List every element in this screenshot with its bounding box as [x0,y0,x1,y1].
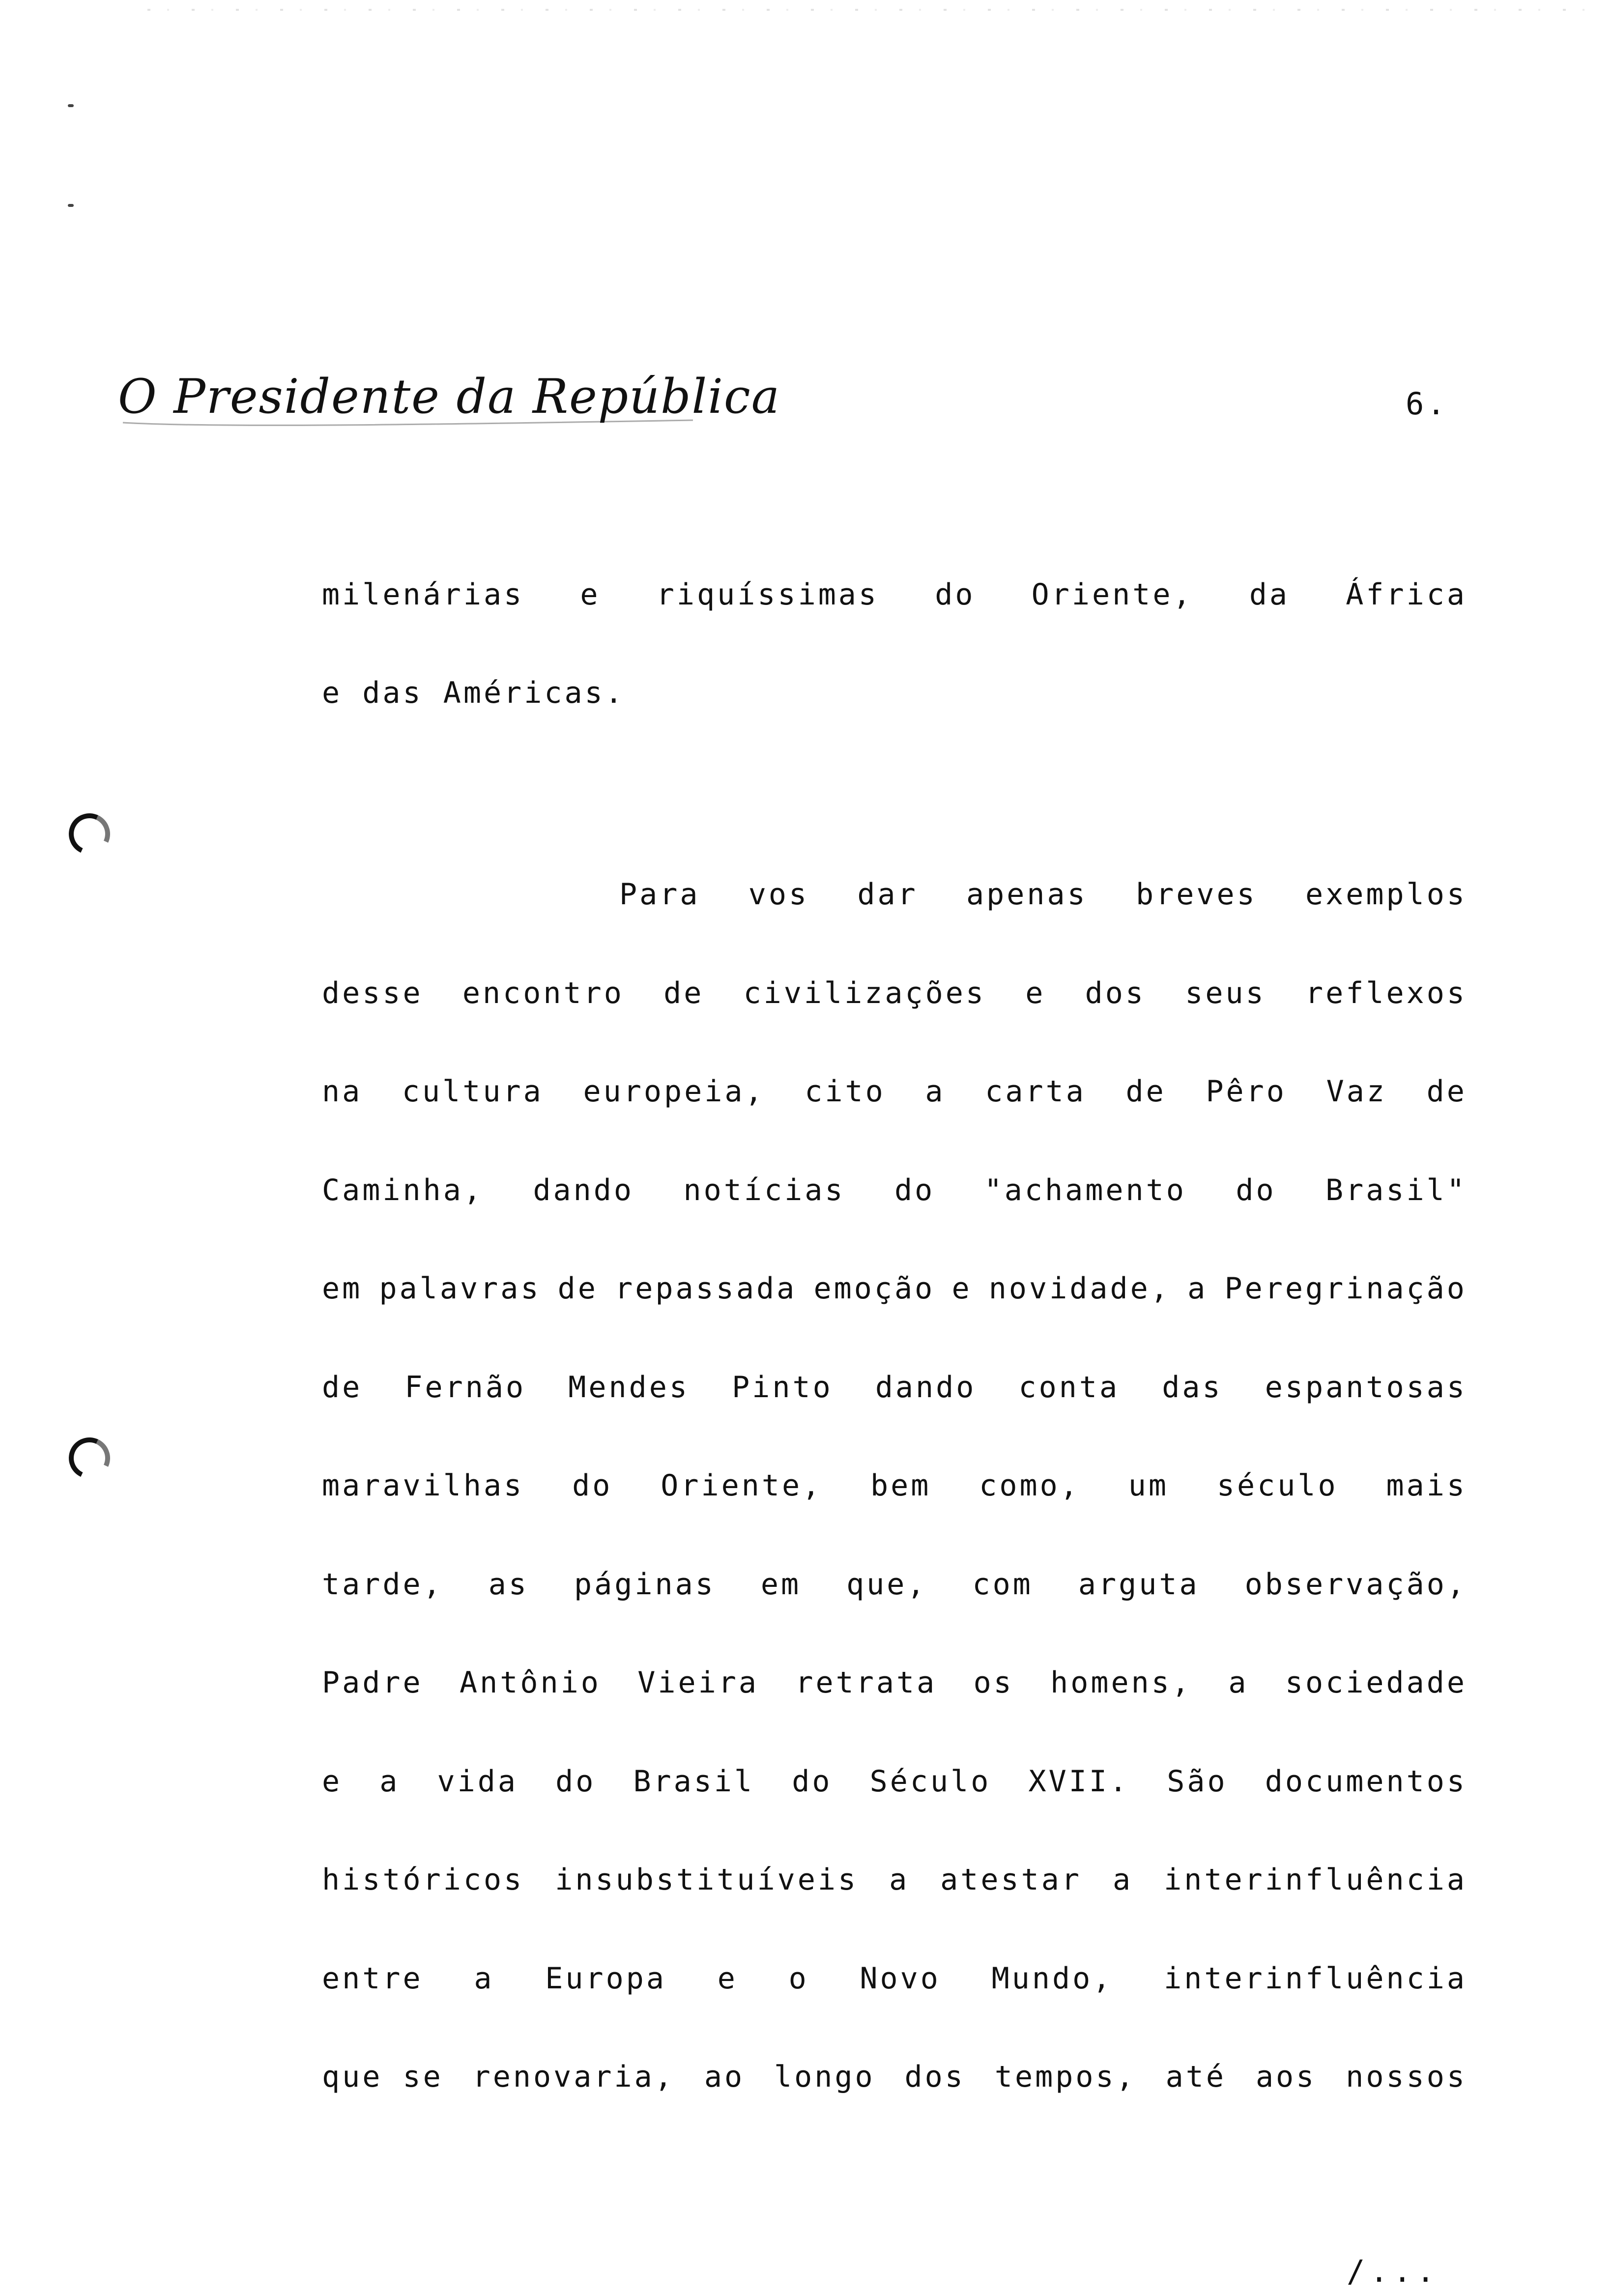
word: bem [870,1468,931,1503]
text-line [322,1665,1467,1705]
word: observação, [1244,1567,1467,1602]
word: e [717,1961,738,1996]
word: e [580,577,601,612]
text-line [322,1764,1467,1804]
text-line [322,1468,1467,1508]
word: páginas [574,1567,716,1602]
word: e [1025,976,1046,1010]
punch-hole-mark [63,807,116,861]
text-line [322,1271,1467,1311]
word: vida [437,1764,518,1799]
word: a [889,1863,910,1897]
word: as [488,1567,529,1602]
word: reflexos [1305,976,1467,1010]
word: longo [774,2060,875,2094]
word: Antônio [459,1665,601,1700]
word: um [1128,1468,1169,1503]
word: desse [322,976,423,1010]
word: a [1228,1665,1249,1700]
text-line [322,1961,1467,2001]
word: Para [619,877,700,912]
word: dos [904,2060,965,2094]
text-line [322,2060,1467,2099]
word: históricos [322,1863,524,1897]
text-line [322,1567,1467,1607]
word: do [894,1173,935,1207]
text-line [322,577,1467,617]
word: encontro [462,976,624,1010]
word: que se [322,2060,443,2094]
word: maravilhas [322,1468,524,1503]
word: e das Américas. [322,676,625,710]
scan-speck [68,104,74,107]
word: homens, [1050,1665,1192,1700]
text-line [322,1173,1467,1212]
page-number: 6. [1406,386,1448,422]
word: milenárias [322,577,524,612]
word: cultura [402,1074,544,1109]
word: o [788,1961,809,1996]
word: do [1236,1173,1276,1207]
word: exemplos [1305,877,1467,912]
word: entre [322,1961,423,1996]
word: e [322,1764,343,1799]
word: europeia, [583,1074,765,1109]
word: Caminha, [322,1173,484,1207]
word: Brasil [633,1764,755,1799]
letterhead-logo [113,354,780,442]
word: na [322,1074,363,1109]
word: novidade, [988,1271,1171,1306]
word: até [1165,2060,1227,2094]
word: a [1113,1863,1133,1897]
word: conta [1018,1370,1120,1405]
word: Oriente, [661,1468,823,1503]
word: riquíssimas [656,577,879,612]
word: em [322,1271,363,1306]
word: interinfluência [1164,1863,1467,1897]
word: palavras [379,1271,541,1306]
word: Pinto [732,1370,833,1405]
word: espantosas [1265,1370,1467,1405]
word: emoção [813,1271,935,1306]
text-line [322,1370,1467,1409]
word: atestar [940,1863,1082,1897]
word: Peregrinação [1224,1271,1467,1306]
word: dando [875,1370,977,1405]
text-line [619,877,1467,917]
word: e [951,1271,972,1306]
svg-text:O Presidente da República: O Presidente da República [118,369,780,424]
word: em [760,1567,802,1602]
word: Novo [860,1961,941,1996]
word: civilizações [743,976,986,1010]
word: "achamento [984,1173,1186,1207]
word: aos [1255,2060,1317,2094]
word: cito [805,1074,886,1109]
word: nossos [1346,2060,1467,2094]
word: arguta [1078,1567,1200,1602]
word: de [1125,1074,1166,1109]
word: Oriente, [1031,577,1193,612]
word: século [1216,1468,1338,1503]
word: do [572,1468,613,1503]
word: das [1162,1370,1223,1405]
word: de [557,1271,598,1306]
word: vos [748,877,809,912]
word: Brasil" [1325,1173,1467,1207]
word: do [935,577,976,612]
word: XVII. [1028,1764,1130,1799]
word: a [925,1074,946,1109]
word: a [379,1764,400,1799]
word: seus [1185,976,1266,1010]
word: Mundo, [991,1961,1113,1996]
word: dos [1085,976,1146,1010]
text-line [322,1863,1467,1902]
word: com [972,1567,1033,1602]
word: tarde, [322,1567,443,1602]
continuation-mark: /... [1347,2253,1440,2289]
word: tempos, [994,2060,1136,2094]
word: Pêro [1206,1074,1287,1109]
word: renovaria, [472,2060,675,2094]
word: Século [869,1764,991,1799]
word: da [1249,577,1290,612]
word: que, [846,1567,927,1602]
word: de [322,1370,363,1405]
word: Europa [545,1961,666,1996]
word: de [1426,1074,1467,1109]
text-line [322,1074,1467,1114]
word: do [792,1764,833,1799]
word: São [1167,1764,1228,1799]
punch-hole-mark [63,1432,116,1485]
word: os [973,1665,1014,1700]
scan-edge-noise [147,9,1602,11]
scan-speck [68,204,74,207]
word: sociedade [1285,1665,1467,1700]
word: Padre [322,1665,423,1700]
text-line [322,676,1467,715]
word: apenas [966,877,1088,912]
word: dar [857,877,918,912]
word: notícias [683,1173,845,1207]
word: a [474,1961,494,1996]
word: Vieira [637,1665,759,1700]
word: do [555,1764,596,1799]
word: insubstituíveis [555,1863,859,1897]
word: mais [1386,1468,1467,1503]
word: retrata [795,1665,937,1700]
word: carta [985,1074,1086,1109]
word: repassada [615,1271,797,1306]
word: África [1346,577,1467,612]
word: dando [533,1173,634,1207]
word: ao [704,2060,745,2094]
word: a [1187,1271,1208,1306]
text-line [322,976,1467,1015]
word: Fernão [404,1370,526,1405]
word: documentos [1265,1764,1467,1799]
word: interinfluência [1164,1961,1467,1996]
word: Vaz [1326,1074,1387,1109]
word: como, [979,1468,1080,1503]
word: de [663,976,704,1010]
word: breves [1136,877,1257,912]
word: Mendes [568,1370,690,1405]
